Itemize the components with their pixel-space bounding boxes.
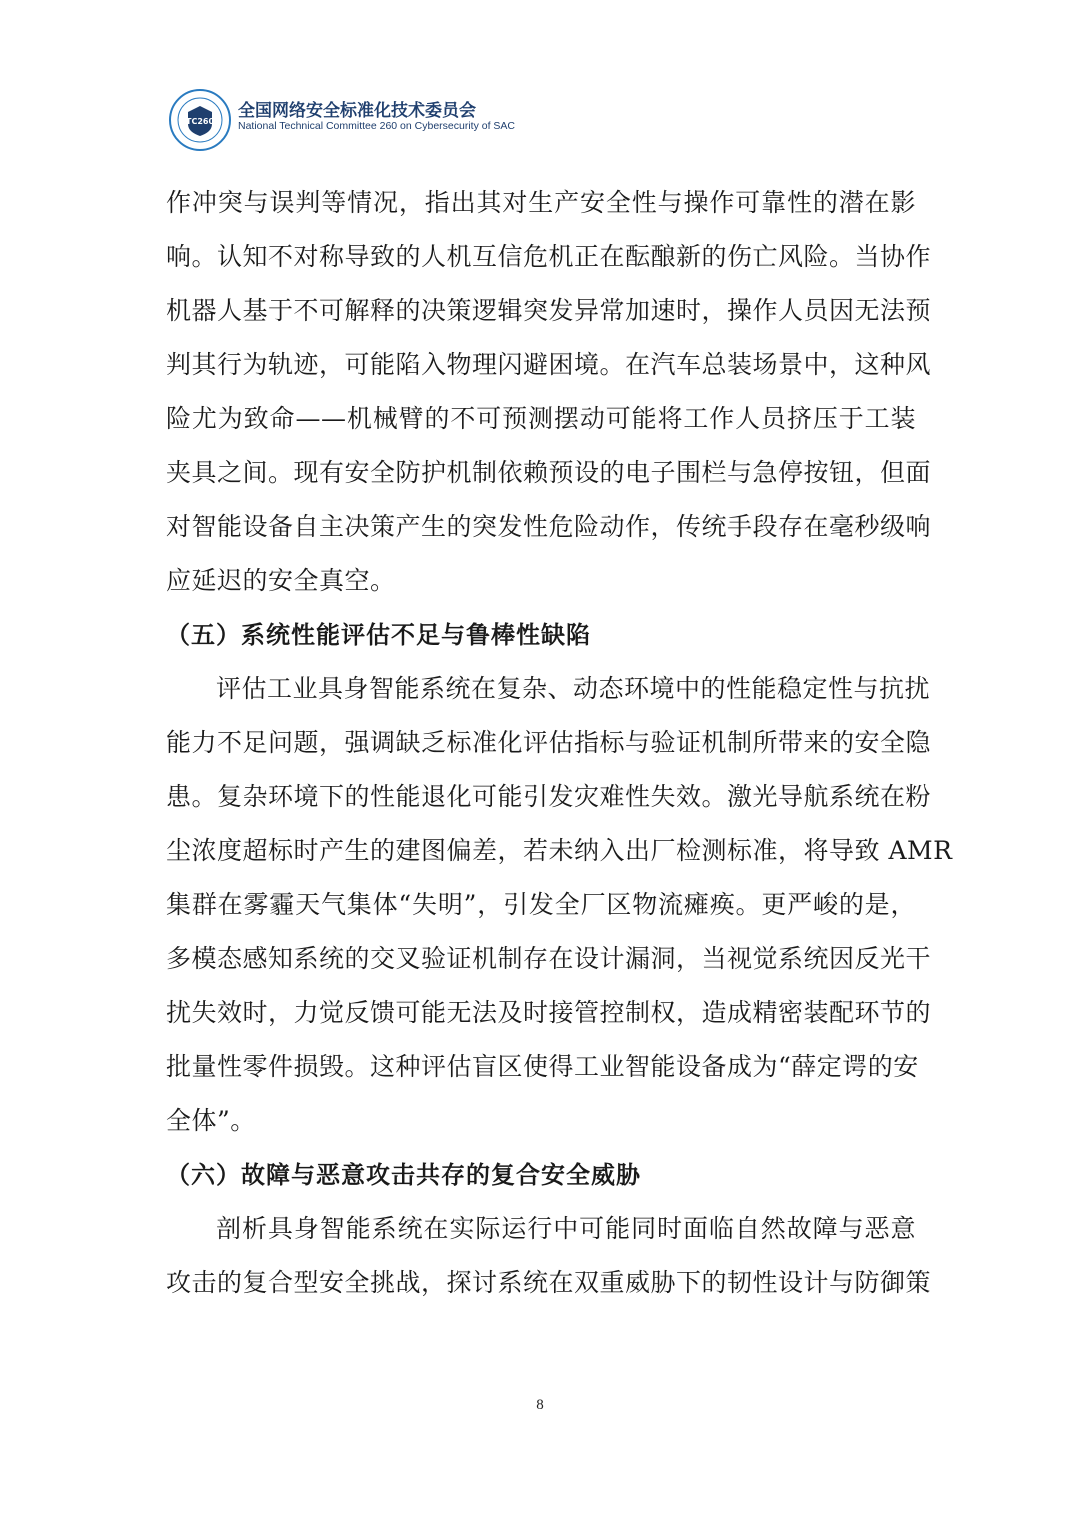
org-name-en: National Technical Committee 260 on Cybersecurity of SAC <box>238 120 516 132</box>
paragraph-line: 机器人基于不可解释的决策逻辑突发异常加速时，操作人员因无法预 <box>166 296 932 325</box>
section-heading: （六）故障与恶意攻击共存的复合安全威胁 <box>166 1160 641 1189</box>
paragraph-line: 险尤为致命——机械臂的不可预测摆动可能将工作人员挤压于工装 <box>166 404 916 433</box>
paragraph-line: 应延迟的安全真空。 <box>166 566 396 595</box>
paragraph-line: 攻击的复合型安全挑战，探讨系统在双重威胁下的韧性设计与防御策 <box>166 1268 932 1297</box>
page-number: 8 <box>536 1397 544 1413</box>
tc260-logo <box>168 88 232 152</box>
org-name-cn: 全国网络安全标准化技术委员会 <box>238 101 476 121</box>
document-header <box>168 88 768 152</box>
paragraph-line: 集群在雾霾天气集体“失明”，引发全厂区物流瘫痪。更严峻的是， <box>166 890 916 919</box>
paragraph-line: 作冲突与误判等情况，指出其对生产安全性与操作可靠性的潜在影 <box>166 188 916 217</box>
paragraph-line: 多模态感知系统的交叉验证机制存在设计漏洞，当视觉系统因反光干 <box>166 944 932 973</box>
document-body <box>166 176 953 1310</box>
paragraph-line: 批量性零件损毁。这种评估盲区使得工业智能设备成为“薛定谔的安 <box>166 1052 919 1081</box>
logo-text: TC260 <box>185 117 215 126</box>
paragraph-line: 判其行为轨迹，可能陷入物理闪避困境。在汽车总装场景中，这种风 <box>166 350 932 379</box>
paragraph-line: 剖析具身智能系统在实际运行中可能同时面临自然故障与恶意 <box>216 1214 916 1243</box>
paragraph-line: 响。认知不对称导致的人机互信危机正在酝酿新的伤亡风险。当协作 <box>166 242 932 271</box>
paragraph-line: 全体”。 <box>166 1106 256 1135</box>
paragraph-line: 评估工业具身智能系统在复杂、动态环境中的性能稳定性与抗扰 <box>216 674 931 703</box>
paragraph-line: 夹具之间。现有安全防护机制依赖预设的电子围栏与急停按钮，但面 <box>166 458 932 487</box>
paragraph-line: 患。复杂环境下的性能退化可能引发灾难性失效。激光导航系统在粉 <box>166 782 932 811</box>
paragraph-line: 能力不足问题，强调缺乏标准化评估指标与验证机制所带来的安全隐 <box>166 728 932 757</box>
section-heading: （五）系统性能评估不足与鲁棒性缺陷 <box>166 620 591 649</box>
paragraph-line: 对智能设备自主决策产生的突发性危险动作，传统手段存在毫秒级响 <box>166 512 932 541</box>
paragraph-line: 扰失效时，力觉反馈可能无法及时接管控制权，造成精密装配环节的 <box>166 998 932 1027</box>
paragraph-line: 尘浓度超标时产生的建图偏差，若未纳入出厂检测标准，将导致 AMR <box>166 836 953 865</box>
